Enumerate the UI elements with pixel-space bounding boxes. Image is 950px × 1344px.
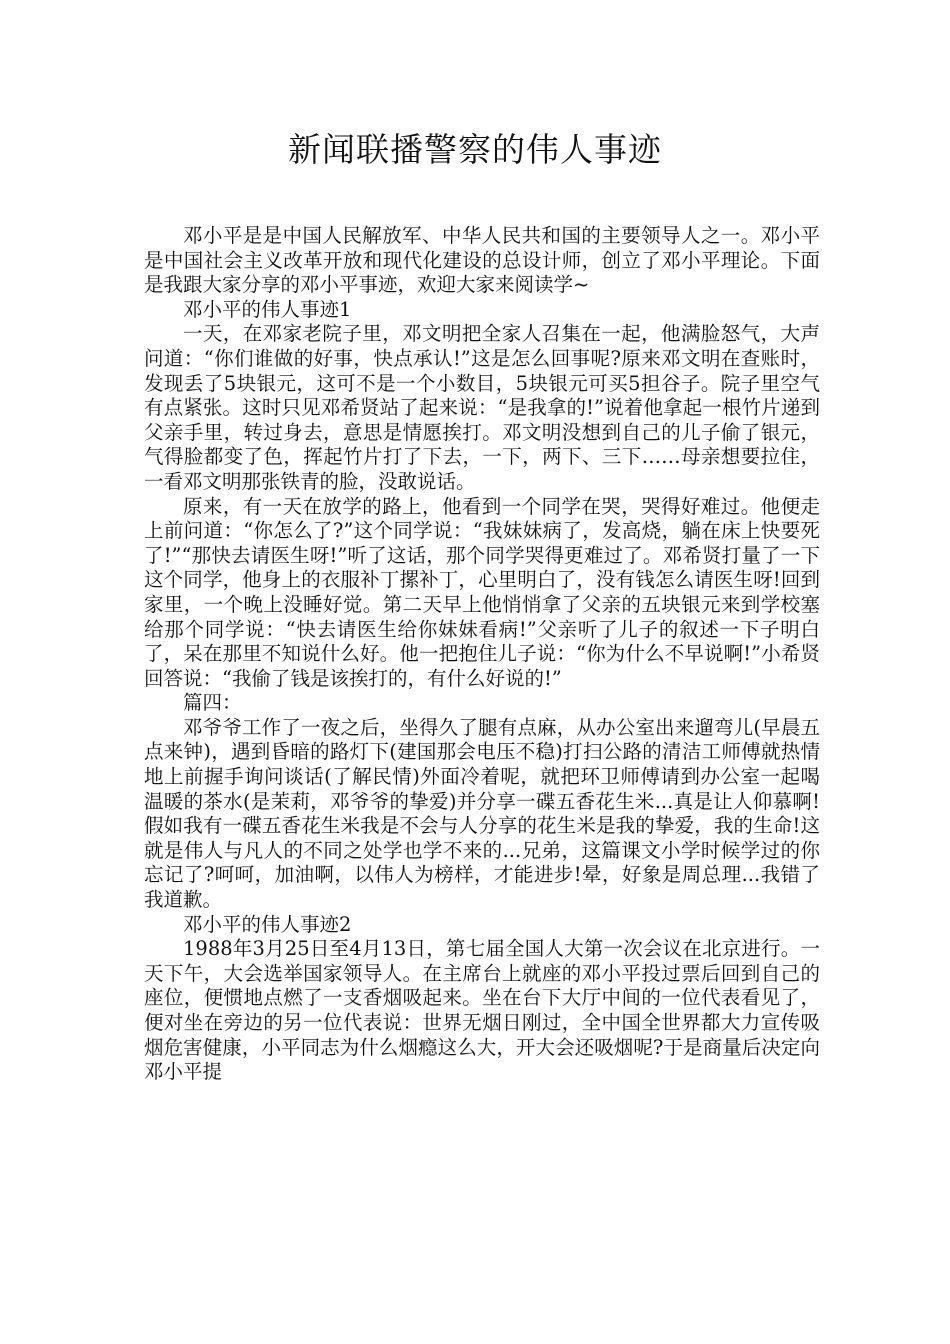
paragraph-intro: 邓小平是是中国人民解放军、中华人民共和国的主要领导人之一。邓小平是中国社会主义改革开放和现代化建设的总设计师，创立了邓小平理论。下面是我跟大家分享的邓小平事迹，欢迎大家来阅读学~: [144, 224, 820, 297]
section-heading-2: 邓小平的伟人事迹2: [183, 912, 352, 936]
section-heading-4: 篇四：: [183, 691, 242, 715]
document-body: [144, 224, 820, 1085]
paragraph: 1988年3月25日至4月13日，第七届全国人大第一次会议在北京进行。一天下午，大会选举国家领导人。在主席台上就座的邓小平投过票后回到自己的座位，便惯地点燃了一支香烟吸起来。坐在台下大厅中间的一位代表看见了，便对坐在旁边的另一位代表说：世界无烟日刚过，全中国全世界都大力宣传吸烟危害健康，小平同志为什么烟瘾这么大，开大会还吸烟呢?于是商量后决定向邓小平提: [144, 937, 820, 1084]
document-title: 新闻联播警察的伟人事迹: [288, 130, 662, 169]
section-heading-1: 邓小平的伟人事迹1: [183, 297, 352, 321]
paragraph: 原来，有一天在放学的路上，他看到一个同学在哭，哭得好难过。他便走上前问道：“你怎么了?”这个同学说：“我妹妹病了，发高烧，躺在床上快要死了!”“那快去请医生呀!”听了这话，那个同学哭得更难过了。邓希贤打量了一下这个同学，他身上的衣服补丁摞补丁，心里明白了，没有钱怎么请医生呀!回到家里，一个晚上没睡好觉。第二天早上他悄悄拿了父亲的五块银元来到学校塞给那个同学说：“快去请医生给你妹妹看病!”父亲听了儿子的叙述一下子明白了，呆在那里不知说什么好。他一把抱住儿子说：“你为什么不早说啊!”小希贤回答说：“我偷了钱是该挨打的，有什么好说的!”: [144, 494, 820, 690]
paragraph: 邓爷爷工作了一夜之后，坐得久了腿有点麻，从办公室出来遛弯儿(早晨五点来钟)，遇到昏暗的路灯下(建国那会电压不稳)打扫公路的清洁工师傅就热情地上前握手询问谈话(了解民情)外面冷着呢，就把环卫师傅请到办公室一起喝温暖的茶水(是茉莉，邓爷爷的挚爱)并分享一碟五香花生米...真是让人仰慕啊!假如我有一碟五香花生米我是不会与人分享的花生米是我的挚爱，我的生命!这就是伟人与凡人的不同之处学也学不来的...兄弟，这篇课文小学时候学过的你忘记了?呵呵，加油啊，以伟人为榜样，才能进步!晕，好象是周总理...我错了我道歉。: [144, 715, 820, 912]
paragraph: 一天，在邓家老院子里，邓文明把全家人召集在一起，他满脸怒气，大声问道：“你们谁做的好事，快点承认!”这是怎么回事呢?原来邓文明在查账时，发现丢了5块银元，这可不是一个小数目，5块银元可买5担谷子。院子里空气有点紧张。这时只见邓希贤站了起来说：“是我拿的!”说着他拿起一根竹片递到父亲手里，转过身去，意思是情愿挨打。邓文明没想到自己的儿子偷了银元，气得脸都变了色，挥起竹片打了下去，一下，两下、三下……母亲想要拉住，一看邓文明那张铁青的脸，没敢说话。: [144, 322, 820, 493]
